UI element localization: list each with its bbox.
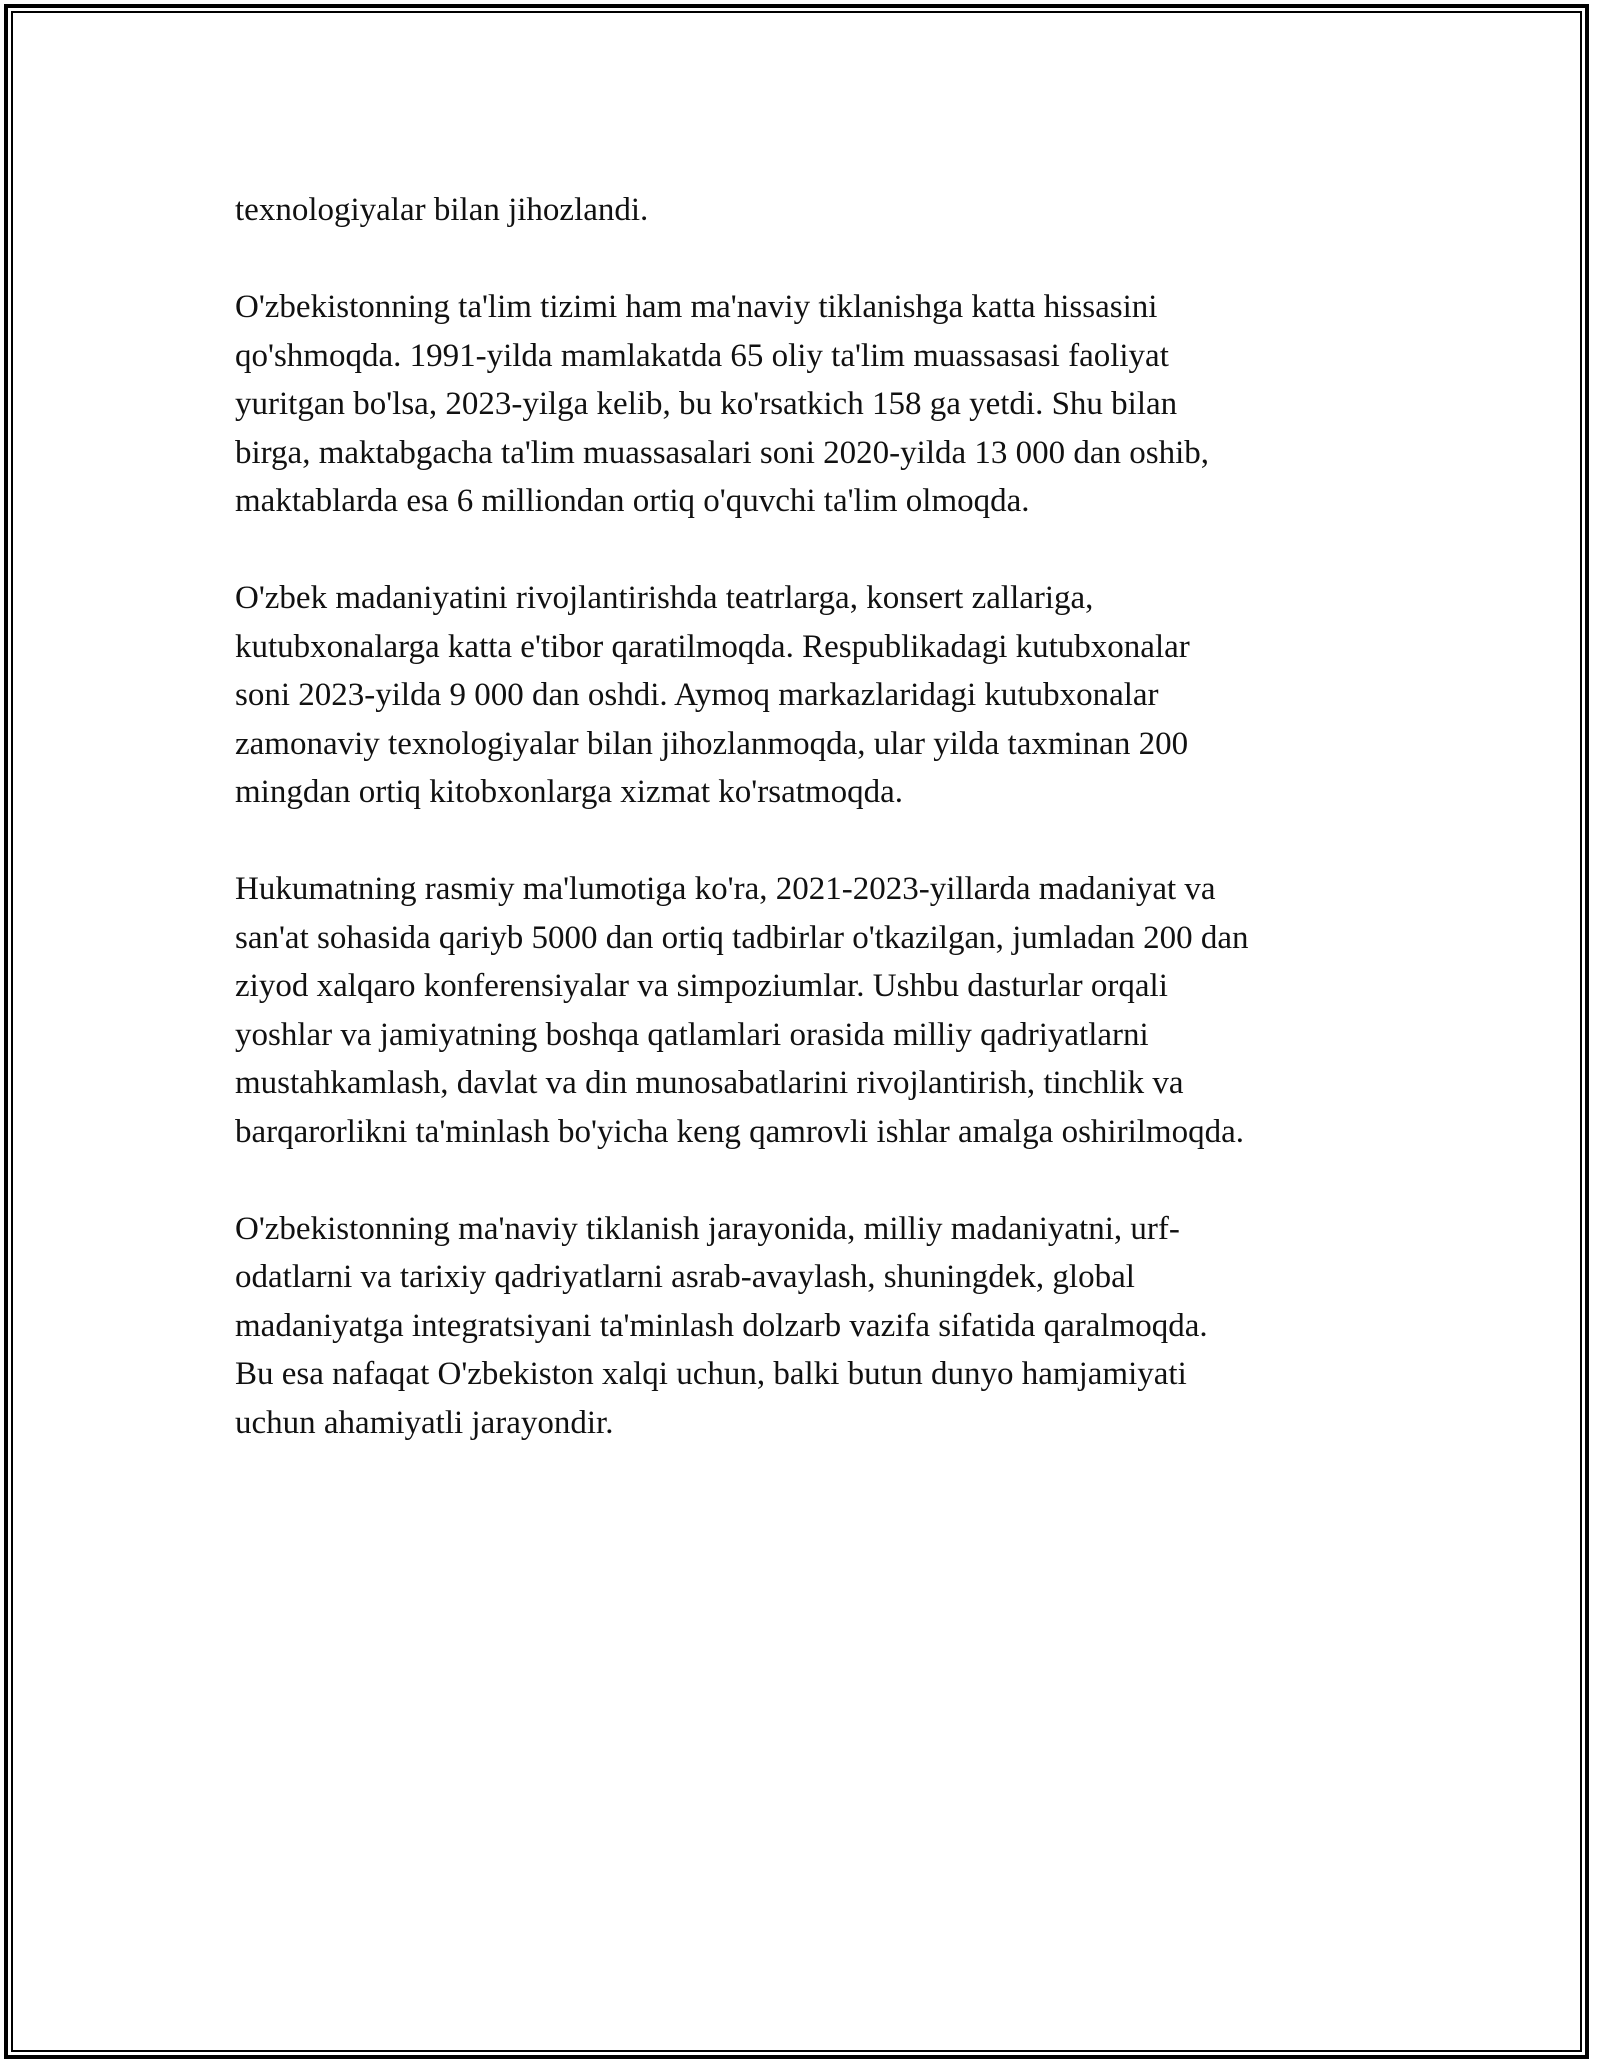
paragraph-education: O'zbekistonning ta'lim tizimi ham ma'naviy tiklanishga katta hissasini qo'shmoqda. 1991-yilda mamlakatda 65 oliy ta'lim muassasasi faoliyat yuritgan bo'lsa, 2023-yilga kelib, bu ko'rsatkich 158 ga yetdi. Shu bilan birga, maktabgacha ta'lim muassasalari soni 2020-yilda 13 000 dan oshib, maktablarda esa 6 milliondan ortiq o'quvchi ta'lim olmoqda. xyxy=(235,289,1210,519)
paragraph-culture-libraries: O'zbek madaniyatini rivojlantirishda teatrlarga, konsert zallariga, kutubxonalarga katta e'tibor qaratilmoqda. Respublikadagi kutubxonalar soni 2023-yilda 9 000 dan oshdi. Aymoq markazlaridagi kutubxonalar zamonaviy texnologiyalar bilan jihozlanmoqda, ular yilda taxminan 200 mingdan ortiq kitobxonlarga xizmat ko'rsatmoqda. xyxy=(235,580,1190,810)
document-body xyxy=(235,186,1375,1496)
paragraph-government-events: Hukumatning rasmiy ma'lumotiga ko'ra, 2021-2023-yillarda madaniyat va san'at sohasida qariyb 5000 dan ortiq tadbirlar o'tkazilgan, jumladan 200 dan ziyod xalqaro konferensiyalar va simpoziumlar. Ushbu dasturlar orqali yoshlar va jamiyatning boshqa qatlamlari orasida milliy qadriyatlarni mustahkamlash, davlat va din munosabatlarini rivojlantirish, tinchlik va barqarorlikni ta'minlash bo'yicha keng qamrovli ishlar amalga oshirilmoqda. xyxy=(235,871,1249,1150)
paragraph-conclusion: O'zbekistonning ma'naviy tiklanish jarayonida, milliy madaniyatni, urf- odatlarni va tarixiy qadriyatlarni asrab-avaylash, shuningdek, global madaniyatga integratsiyani ta'minlash dolzarb vazifa sifatida qaralmoqda. Bu esa nafaqat O'zbekiston xalqi uchun, balki butun dunyo hamjamiyati uchun ahamiyatli jarayondir. xyxy=(235,1210,1208,1441)
paragraph-continuation: texnologiyalar bilan jihozlandi. xyxy=(235,192,649,228)
